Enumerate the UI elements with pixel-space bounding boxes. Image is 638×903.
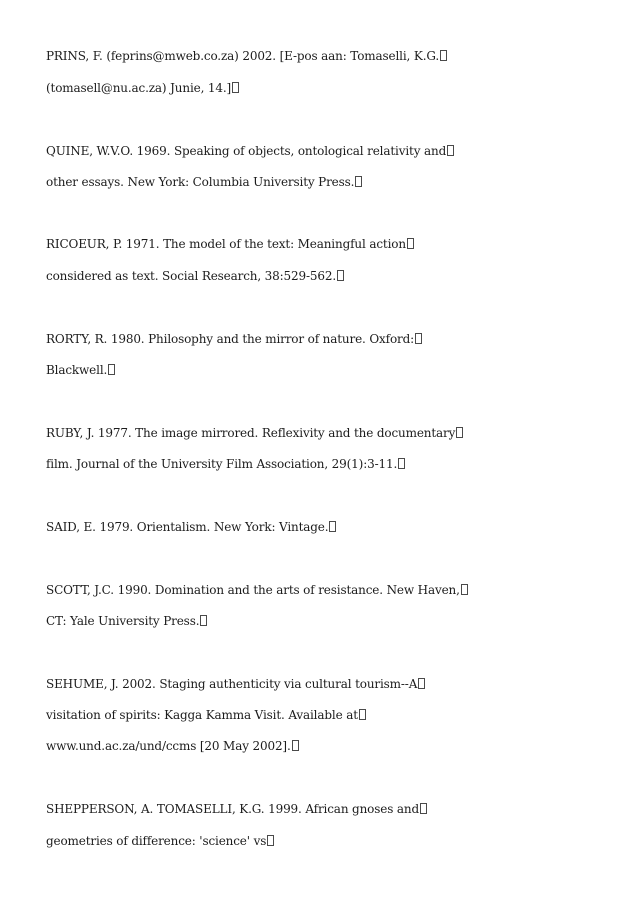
line-break-glyph — [398, 458, 405, 469]
line-break-glyph — [232, 82, 239, 93]
reference-quine-line-2: other essays. New York: Columbia University Press. — [46, 174, 362, 190]
reference-ricoeur-line-1: RICOEUR, P. 1971. The model of the text: Meaningful action — [46, 236, 414, 252]
reference-ricoeur-line-2: considered as text. Social Research, 38:529-562. — [46, 268, 344, 284]
line-break-glyph — [267, 835, 274, 846]
line-break-glyph — [415, 333, 422, 344]
reference-shepperson-line-2: geometries of difference: 'science' vs — [46, 833, 274, 849]
reference-prins-line-1: PRINS, F. (feprins@mweb.co.za) 2002. [E-pos aan: Tomaselli, K.G. — [46, 48, 447, 64]
line-break-glyph — [420, 803, 427, 814]
reference-sehume-line-3: www.und.ac.za/und/ccms [20 May 2002]. — [46, 738, 299, 754]
line-break-glyph — [359, 709, 366, 720]
reference-sehume-line-1: SEHUME, J. 2002. Staging authenticity via cultural tourism--A — [46, 676, 425, 692]
reference-prins-line-2: (tomasell@nu.ac.za) Junie, 14.] — [46, 80, 239, 96]
line-break-glyph — [461, 584, 468, 595]
line-break-glyph — [456, 427, 463, 438]
line-break-glyph — [329, 521, 336, 532]
reference-scott-line-1: SCOTT, J.C. 1990. Domination and the arts of resistance. New Haven, — [46, 582, 468, 598]
reference-sehume-line-2: visitation of spirits: Kagga Kamma Visit. Available at — [46, 707, 366, 723]
line-break-glyph — [418, 678, 425, 689]
reference-said-line-1: SAID, E. 1979. Orientalism. New York: Vintage. — [46, 519, 336, 535]
reference-shepperson-line-1: SHEPPERSON, A. TOMASELLI, K.G. 1999. African gnoses and — [46, 801, 427, 817]
reference-rorty-line-1: RORTY, R. 1980. Philosophy and the mirror of nature. Oxford: — [46, 331, 422, 347]
reference-ruby-line-1: RUBY, J. 1977. The image mirrored. Reflexivity and the documentary — [46, 425, 463, 441]
reference-scott-line-2: CT: Yale University Press. — [46, 613, 207, 629]
line-break-glyph — [440, 50, 447, 61]
line-break-glyph — [447, 145, 454, 156]
line-break-glyph — [407, 238, 414, 249]
line-break-glyph — [108, 364, 115, 375]
reference-quine-line-1: QUINE, W.V.O. 1969. Speaking of objects, ontological relativity and — [46, 143, 454, 159]
line-break-glyph — [292, 740, 299, 751]
line-break-glyph — [355, 176, 362, 187]
reference-ruby-line-2: film. Journal of the University Film Association, 29(1):3-11. — [46, 456, 405, 472]
line-break-glyph — [337, 270, 344, 281]
reference-rorty-line-2: Blackwell. — [46, 362, 115, 378]
line-break-glyph — [200, 615, 207, 626]
